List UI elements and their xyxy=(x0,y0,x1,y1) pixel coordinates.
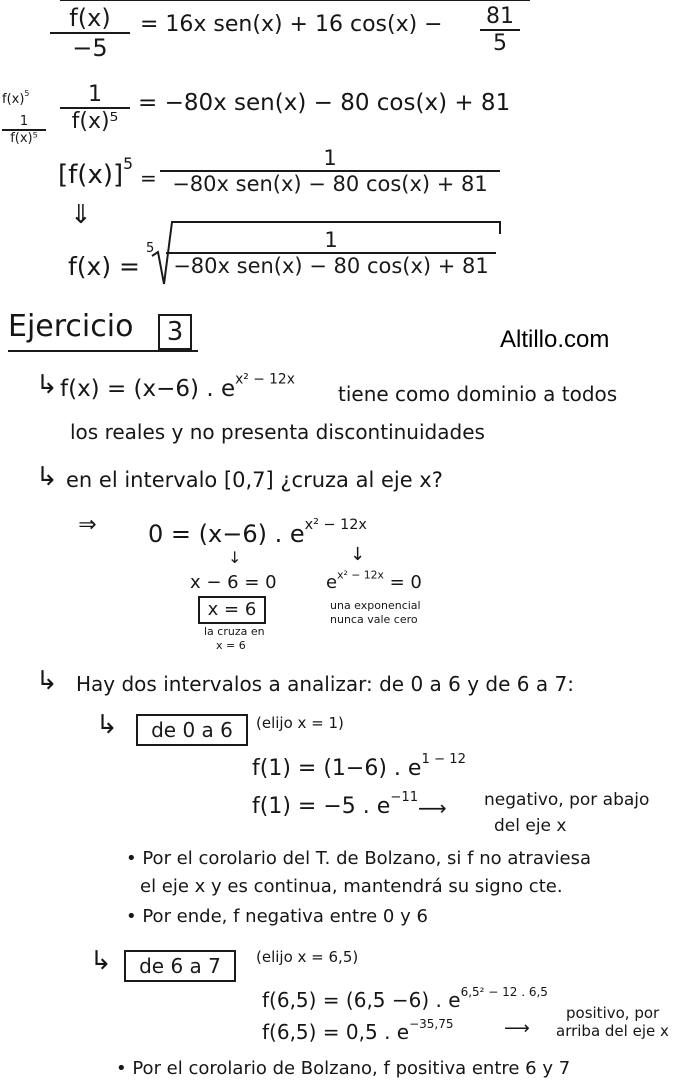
heading-underline xyxy=(8,350,198,352)
s1-box-text: de 0 a 6 xyxy=(151,718,233,742)
eq2-margin-top-exp: 5 xyxy=(24,88,30,98)
s2-line2-note-b: arriba del eje x xyxy=(556,1022,669,1040)
eq2-fraction xyxy=(60,82,130,134)
s1-bullet1-a: • Por el corolario del T. de Bolzano, si f no atraviesa xyxy=(126,848,591,869)
s1-line1-exp: 1 − 12 xyxy=(421,752,467,768)
watermark: Altillo.com xyxy=(500,326,610,353)
eq1-fraction xyxy=(50,4,130,62)
p2-text: en el intervalo [0,7] ¿cruza al eje x? xyxy=(66,468,443,492)
eq2-margin-denominator: f(x)⁵ xyxy=(2,129,46,146)
s2-line2-note-a: positivo, por xyxy=(566,1004,660,1022)
exercise-number: 3 xyxy=(166,317,184,347)
eq3-denominator: −80x sen(x) − 80 cos(x) + 81 xyxy=(160,170,500,196)
p3-equation-base: 0 = (x−6) . e xyxy=(148,520,305,548)
s2-line2 xyxy=(262,1017,454,1044)
p3-left-arrow: ↓ xyxy=(228,548,242,567)
p3-right-note-a: una exponencial xyxy=(330,599,421,612)
eq2-margin-numerator: 1 xyxy=(19,114,29,129)
s1-line1-base: f(1) = (1−6) . e xyxy=(252,756,422,781)
s2-line2-exp: −35,75 xyxy=(409,1017,454,1032)
s1-line1 xyxy=(252,752,467,781)
s2-arrow: ↳ xyxy=(90,946,112,976)
s1-line2-exp: −11 xyxy=(390,790,419,806)
p3-arrow: ⇓ xyxy=(76,515,102,534)
eq2-denominator: f(x)⁵ xyxy=(60,107,130,134)
p3-left-note-b: x = 6 xyxy=(216,639,246,652)
p3-right-eq xyxy=(326,568,422,593)
s1-arrow: ↳ xyxy=(96,710,118,740)
s2-line2-base: f(6,5) = 0,5 . e xyxy=(262,1020,410,1044)
eq3-lhs-base: [f(x)] xyxy=(58,160,124,190)
eq2-margin-fraction xyxy=(2,114,46,146)
s2-note: (elijo x = 6,5) xyxy=(256,948,359,966)
eq4-fraction xyxy=(166,228,496,278)
s2-line1 xyxy=(262,985,548,1012)
eq2-margin-top xyxy=(2,88,30,107)
s2-box xyxy=(124,950,236,982)
eq1-rhs-fraction xyxy=(480,4,520,56)
p1-function-exp: x² − 12x xyxy=(235,371,295,388)
p1-text-b: los reales y no presenta discontinuidades xyxy=(70,420,485,444)
eq4-root-index: 5 xyxy=(146,241,155,256)
s1-line2-note-b: del eje x xyxy=(494,816,567,836)
s1-bullet2: • Por ende, f negativa entre 0 y 6 xyxy=(126,906,428,927)
eq1-rhs-numerator: 81 xyxy=(486,4,514,29)
p3-equation xyxy=(148,517,367,548)
eq1-denominator: −5 xyxy=(50,32,130,62)
s1-line2 xyxy=(252,790,419,819)
eq2-numerator: 1 xyxy=(88,82,102,107)
s2-line2-arrow: ⟶ xyxy=(504,1018,530,1039)
eq2-margin-top-base: f(x) xyxy=(2,92,25,107)
eq3-implies-arrow: ⇓ xyxy=(70,200,92,230)
p3-left-eq: x − 6 = 0 xyxy=(190,572,277,593)
s1-box xyxy=(136,714,248,746)
eq1-rhs-denominator: 5 xyxy=(480,29,520,56)
eq4-denominator: −80x sen(x) − 80 cos(x) + 81 xyxy=(166,252,496,278)
p1-text-a: tiene como dominio a todos xyxy=(338,382,618,406)
eq3-equals: = xyxy=(140,166,157,190)
p4-text: Hay dos intervalos a analizar: de 0 a 6 y de 6 a 7: xyxy=(76,672,574,696)
eq1-numerator: f(x) xyxy=(69,4,111,32)
p3-right-note-b: nunca vale cero xyxy=(330,613,418,626)
s1-line2-arrow: ⟶ xyxy=(418,796,447,820)
eq3-numerator: 1 xyxy=(323,146,337,170)
exercise-heading: Ejercicio xyxy=(8,309,134,344)
eq4-lhs: f(x) = xyxy=(68,252,140,281)
p3-right-eq-base: e xyxy=(326,572,338,593)
p1-arrow: ↳ xyxy=(36,370,58,400)
s2-line1-exp: 6,5² − 12 . 6,5 xyxy=(460,985,548,1000)
p3-right-eq-exp: x² − 12x xyxy=(337,568,384,582)
top-rule xyxy=(60,0,530,1)
s1-bullet1-b: el eje x y es continua, mantendrá su signo cte. xyxy=(140,876,563,897)
s1-line2-base: f(1) = −5 . e xyxy=(252,794,391,819)
s2-line1-base: f(6,5) = (6,5 −6) . e xyxy=(262,988,461,1012)
eq2-rhs: = −80x sen(x) − 80 cos(x) + 81 xyxy=(138,90,511,116)
eq3-fraction xyxy=(160,146,500,196)
eq1-rhs: = 16x sen(x) + 16 cos(x) − xyxy=(140,12,443,37)
exercise-number-box xyxy=(158,314,192,350)
p3-left-box xyxy=(198,596,266,624)
s2-bullet: • Por el corolario de Bolzano, f positiva entre 6 y 7 xyxy=(116,1058,571,1079)
s1-note: (elijo x = 1) xyxy=(256,714,344,732)
p2-arrow: ↳ xyxy=(36,462,58,492)
eq3-lhs xyxy=(58,154,134,190)
p3-left-box-text: x = 6 xyxy=(207,599,257,620)
eq3-lhs-exp: 5 xyxy=(123,154,134,173)
p3-equation-exp: x² − 12x xyxy=(304,517,367,534)
s1-line2-note-a: negativo, por abajo xyxy=(484,790,650,810)
p1-function-base: f(x) = (x−6) . e xyxy=(60,376,236,402)
p3-left-note-a: la cruza en xyxy=(204,625,265,638)
p3-right-eq-rhs: = 0 xyxy=(389,572,422,593)
p4-arrow: ↳ xyxy=(36,666,58,696)
p1-function xyxy=(60,371,295,402)
p3-right-arrow: ↓ xyxy=(350,544,366,565)
eq4-numerator: 1 xyxy=(324,228,338,252)
s2-box-text: de 6 a 7 xyxy=(139,954,221,978)
